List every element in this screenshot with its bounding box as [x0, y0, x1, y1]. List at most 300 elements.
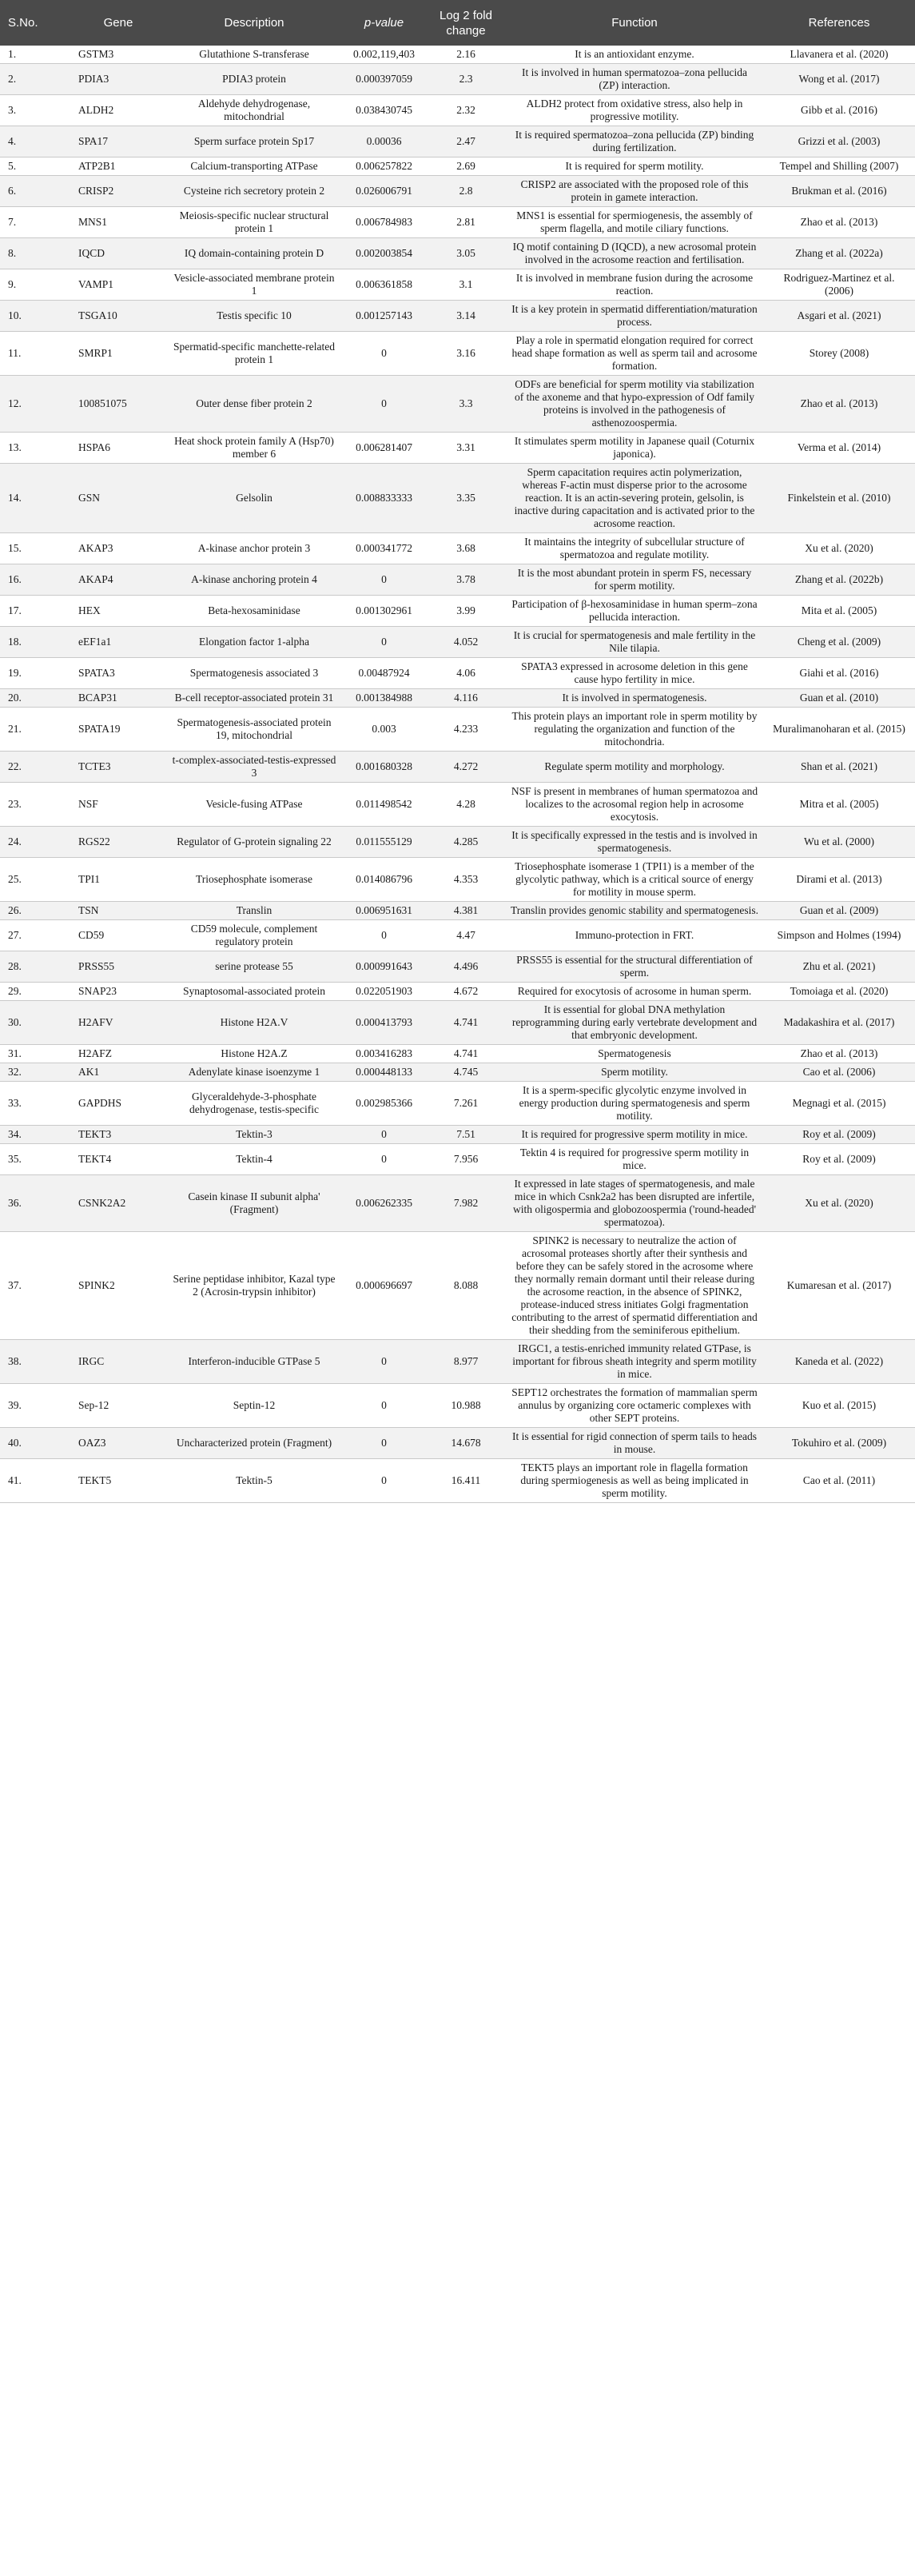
description-cell: A-kinase anchoring protein 4	[166, 564, 342, 596]
gene-cell: PRSS55	[70, 951, 166, 983]
pvalue-cell: 0.00036	[342, 126, 426, 158]
sno-cell: 23.	[0, 783, 70, 827]
header-references: References	[763, 0, 915, 46]
function-cell: MNS1 is essential for spermiogenesis, the assembly of sperm flagella, and motile ciliary functions.	[506, 207, 763, 238]
table-row	[0, 752, 915, 783]
table-row	[0, 1232, 915, 1340]
gene-cell: AKAP3	[70, 533, 166, 564]
sno-cell: 18.	[0, 627, 70, 658]
table-row	[0, 983, 915, 1001]
fold-change-cell: 3.05	[426, 238, 506, 269]
gene-cell: IRGC	[70, 1340, 166, 1384]
function-cell: Tektin 4 is required for progressive sperm motility in mice.	[506, 1144, 763, 1175]
sno-cell: 31.	[0, 1045, 70, 1063]
gene-cell: CD59	[70, 920, 166, 951]
sno-cell: 26.	[0, 902, 70, 920]
description-cell: serine protease 55	[166, 951, 342, 983]
table-row	[0, 1045, 915, 1063]
gene-cell: AK1	[70, 1063, 166, 1082]
table-row	[0, 1428, 915, 1459]
reference-cell: Xu et al. (2020)	[763, 533, 915, 564]
table-row	[0, 1340, 915, 1384]
description-cell: CD59 molecule, complement regulatory protein	[166, 920, 342, 951]
function-cell: It stimulates sperm motility in Japanese quail (Coturnix japonica).	[506, 433, 763, 464]
gene-cell: TEKT3	[70, 1126, 166, 1144]
description-cell: Sperm surface protein Sp17	[166, 126, 342, 158]
fold-change-cell: 4.233	[426, 708, 506, 752]
reference-cell: Tokuhiro et al. (2009)	[763, 1428, 915, 1459]
function-cell: ALDH2 protect from oxidative stress, also help in progressive motility.	[506, 95, 763, 126]
pvalue-cell: 0.026006791	[342, 176, 426, 207]
reference-cell: Mita et al. (2005)	[763, 596, 915, 627]
reference-cell: Megnagi et al. (2015)	[763, 1082, 915, 1126]
reference-cell: Mitra et al. (2005)	[763, 783, 915, 827]
table-row	[0, 464, 915, 533]
reference-cell: Guan et al. (2010)	[763, 689, 915, 708]
gene-cell: RGS22	[70, 827, 166, 858]
gene-cell: H2AFV	[70, 1001, 166, 1045]
function-cell: NSF is present in membranes of human spermatozoa and localizes to the acrosomal region help in acrosome exocytosis.	[506, 783, 763, 827]
pvalue-cell: 0.006257822	[342, 158, 426, 176]
fold-change-cell: 4.745	[426, 1063, 506, 1082]
function-cell: Regulate sperm motility and morphology.	[506, 752, 763, 783]
reference-cell: Muralimanoharan et al. (2015)	[763, 708, 915, 752]
reference-cell: Xu et al. (2020)	[763, 1175, 915, 1232]
function-cell: SEPT12 orchestrates the formation of mammalian sperm annulus by organizing core octameric complexes with other SEPT proteins.	[506, 1384, 763, 1428]
fold-change-cell: 2.3	[426, 64, 506, 95]
description-cell: PDIA3 protein	[166, 64, 342, 95]
function-cell: SPATA3 expressed in acrosome deletion in this gene cause hypo fertility in mice.	[506, 658, 763, 689]
gene-cell: GSN	[70, 464, 166, 533]
table-row	[0, 858, 915, 902]
gene-cell: GSTM3	[70, 46, 166, 64]
table-row	[0, 301, 915, 332]
pvalue-cell: 0.022051903	[342, 983, 426, 1001]
fold-change-cell: 3.78	[426, 564, 506, 596]
function-cell: It is a sperm-specific glycolytic enzyme involved in energy production during spermatogenesis and sperm motility.	[506, 1082, 763, 1126]
function-cell: It is required for progressive sperm motility in mice.	[506, 1126, 763, 1144]
function-cell: SPINK2 is necessary to neutralize the action of acrosomal proteases shortly after their synthesis and before they can be safely stored in the acrosome where they normally remain dormant until their release during the acrosome reaction, in the absence of SPINK2, protease-induced stress initiates Golgi fragmentation contributing to the arrest of spermatid differentiation and their shedding from the seminiferous epithelium.	[506, 1232, 763, 1340]
gene-cell: PDIA3	[70, 64, 166, 95]
sno-cell: 8.	[0, 238, 70, 269]
gene-cell: CSNK2A2	[70, 1175, 166, 1232]
reference-cell: Zhu et al. (2021)	[763, 951, 915, 983]
function-cell: It is essential for rigid connection of sperm tails to heads in mouse.	[506, 1428, 763, 1459]
pvalue-cell: 0	[342, 1126, 426, 1144]
gene-cell: H2AFZ	[70, 1045, 166, 1063]
pvalue-cell: 0	[342, 564, 426, 596]
sno-cell: 16.	[0, 564, 70, 596]
gene-cell: HSPA6	[70, 433, 166, 464]
function-cell: It is an antioxidant enzyme.	[506, 46, 763, 64]
reference-cell: Zhang et al. (2022a)	[763, 238, 915, 269]
description-cell: Histone H2A.V	[166, 1001, 342, 1045]
sno-cell: 17.	[0, 596, 70, 627]
table-row	[0, 158, 915, 176]
gene-cell: SMRP1	[70, 332, 166, 376]
pvalue-cell: 0.000448133	[342, 1063, 426, 1082]
sno-cell: 27.	[0, 920, 70, 951]
gene-cell: SPATA19	[70, 708, 166, 752]
pvalue-cell: 0	[342, 1340, 426, 1384]
pvalue-cell: 0.001384988	[342, 689, 426, 708]
fold-change-cell: 2.32	[426, 95, 506, 126]
pvalue-cell: 0.000341772	[342, 533, 426, 564]
pvalue-cell: 0.006281407	[342, 433, 426, 464]
gene-cell: SPATA3	[70, 658, 166, 689]
reference-cell: Giahi et al. (2016)	[763, 658, 915, 689]
pvalue-cell: 0.001257143	[342, 301, 426, 332]
description-cell: Regulator of G-protein signaling 22	[166, 827, 342, 858]
reference-cell: Wong et al. (2017)	[763, 64, 915, 95]
table-row	[0, 902, 915, 920]
gene-cell: TSN	[70, 902, 166, 920]
header-pvalue: p-value	[342, 0, 426, 46]
reference-cell: Simpson and Holmes (1994)	[763, 920, 915, 951]
sno-cell: 38.	[0, 1340, 70, 1384]
pvalue-cell: 0	[342, 332, 426, 376]
description-cell: Triosephosphate isomerase	[166, 858, 342, 902]
reference-cell: Kuo et al. (2015)	[763, 1384, 915, 1428]
table-row	[0, 376, 915, 433]
pvalue-cell: 0.00487924	[342, 658, 426, 689]
sno-cell: 7.	[0, 207, 70, 238]
gene-cell: VAMP1	[70, 269, 166, 301]
reference-cell: Roy et al. (2009)	[763, 1144, 915, 1175]
pvalue-cell: 0.006262335	[342, 1175, 426, 1232]
pvalue-cell: 0	[342, 1144, 426, 1175]
function-cell: It is crucial for spermatogenesis and male fertility in the Nile tilapia.	[506, 627, 763, 658]
pvalue-cell: 0.011555129	[342, 827, 426, 858]
function-cell: Triosephosphate isomerase 1 (TPI1) is a member of the glycolytic pathway, which is a critical source of energy for motility in mouse sperm.	[506, 858, 763, 902]
sno-cell: 24.	[0, 827, 70, 858]
description-cell: B-cell receptor-associated protein 31	[166, 689, 342, 708]
table-row	[0, 658, 915, 689]
table-row	[0, 1001, 915, 1045]
function-cell: Immuno-protection in FRT.	[506, 920, 763, 951]
function-cell: IQ motif containing D (IQCD), a new acrosomal protein involved in the acrosome reaction and fertilisation.	[506, 238, 763, 269]
sno-cell: 22.	[0, 752, 70, 783]
reference-cell: Rodriguez-Martinez et al. (2006)	[763, 269, 915, 301]
function-cell: It is required spermatozoa–zona pellucida (ZP) binding during fertilization.	[506, 126, 763, 158]
sno-cell: 34.	[0, 1126, 70, 1144]
fold-change-cell: 4.28	[426, 783, 506, 827]
table-row	[0, 238, 915, 269]
sno-cell: 3.	[0, 95, 70, 126]
pvalue-cell: 0	[342, 1459, 426, 1503]
pvalue-cell: 0.001680328	[342, 752, 426, 783]
gene-cell: IQCD	[70, 238, 166, 269]
sno-cell: 32.	[0, 1063, 70, 1082]
gene-cell: SNAP23	[70, 983, 166, 1001]
reference-cell: Tempel and Shilling (2007)	[763, 158, 915, 176]
header-description: Description	[166, 0, 342, 46]
gene-cell: GAPDHS	[70, 1082, 166, 1126]
sno-cell: 20.	[0, 689, 70, 708]
pvalue-cell: 0	[342, 376, 426, 433]
table-row	[0, 95, 915, 126]
fold-change-cell: 4.285	[426, 827, 506, 858]
gene-cell: MNS1	[70, 207, 166, 238]
fold-change-cell: 4.272	[426, 752, 506, 783]
fold-change-cell: 4.672	[426, 983, 506, 1001]
reference-cell: Finkelstein et al. (2010)	[763, 464, 915, 533]
function-cell: ODFs are beneficial for sperm motility via stabilization of the axoneme and that hypo-expression of Odf family proteins is involved in the pathogenesis of asthenozoospermia.	[506, 376, 763, 433]
gene-cell: 100851075	[70, 376, 166, 433]
table-row	[0, 1384, 915, 1428]
reference-cell: Grizzi et al. (2003)	[763, 126, 915, 158]
reference-cell: Dirami et al. (2013)	[763, 858, 915, 902]
sno-cell: 9.	[0, 269, 70, 301]
description-cell: Calcium-transporting ATPase	[166, 158, 342, 176]
gene-cell: TEKT4	[70, 1144, 166, 1175]
function-cell: It is a key protein in spermatid differentiation/maturation process.	[506, 301, 763, 332]
function-cell: It maintains the integrity of subcellular structure of spermatozoa and regulate motility.	[506, 533, 763, 564]
fold-change-cell: 4.353	[426, 858, 506, 902]
function-cell: IRGC1, a testis-enriched immunity related GTPase, is important for fibrous sheath integrity and sperm motility in mice.	[506, 1340, 763, 1384]
pvalue-cell: 0	[342, 1428, 426, 1459]
table-row	[0, 207, 915, 238]
gene-cell: HEX	[70, 596, 166, 627]
pvalue-cell: 0.014086796	[342, 858, 426, 902]
gene-cell: TCTE3	[70, 752, 166, 783]
fold-change-cell: 3.68	[426, 533, 506, 564]
gene-cell: SPA17	[70, 126, 166, 158]
fold-change-cell: 4.052	[426, 627, 506, 658]
description-cell: Histone H2A.Z	[166, 1045, 342, 1063]
reference-cell: Asgari et al. (2021)	[763, 301, 915, 332]
reference-cell: Wu et al. (2000)	[763, 827, 915, 858]
pvalue-cell: 0.008833333	[342, 464, 426, 533]
fold-change-cell: 3.3	[426, 376, 506, 433]
table-row	[0, 596, 915, 627]
description-cell: Interferon-inducible GTPase 5	[166, 1340, 342, 1384]
sno-cell: 13.	[0, 433, 70, 464]
table-row	[0, 1126, 915, 1144]
fold-change-cell: 3.35	[426, 464, 506, 533]
pvalue-cell: 0.011498542	[342, 783, 426, 827]
function-cell: It is specifically expressed in the testis and is involved in spermatogenesis.	[506, 827, 763, 858]
table-row	[0, 1063, 915, 1082]
reference-cell: Cheng et al. (2009)	[763, 627, 915, 658]
reference-cell: Shan et al. (2021)	[763, 752, 915, 783]
sno-cell: 37.	[0, 1232, 70, 1340]
function-cell: Participation of β-hexosaminidase in human sperm–zona pellucida interaction.	[506, 596, 763, 627]
function-cell: PRSS55 is essential for the structural differentiation of sperm.	[506, 951, 763, 983]
gene-cell: NSF	[70, 783, 166, 827]
description-cell: IQ domain-containing protein D	[166, 238, 342, 269]
sno-cell: 41.	[0, 1459, 70, 1503]
gene-cell: TEKT5	[70, 1459, 166, 1503]
table-row	[0, 951, 915, 983]
fold-change-cell: 4.496	[426, 951, 506, 983]
gene-cell: eEF1a1	[70, 627, 166, 658]
table-row	[0, 627, 915, 658]
sno-cell: 35.	[0, 1144, 70, 1175]
table-row	[0, 783, 915, 827]
function-cell: CRISP2 are associated with the proposed role of this protein in gamete interaction.	[506, 176, 763, 207]
fold-change-cell: 2.81	[426, 207, 506, 238]
reference-cell: Guan et al. (2009)	[763, 902, 915, 920]
table-row	[0, 920, 915, 951]
sno-cell: 33.	[0, 1082, 70, 1126]
fold-change-cell: 4.47	[426, 920, 506, 951]
fold-change-cell: 4.06	[426, 658, 506, 689]
description-cell: Gelsolin	[166, 464, 342, 533]
description-cell: Glutathione S-transferase	[166, 46, 342, 64]
function-cell: It is involved in human spermatozoa–zona pellucida (ZP) interaction.	[506, 64, 763, 95]
pvalue-cell: 0.002985366	[342, 1082, 426, 1126]
description-cell: Meiosis-specific nuclear structural protein 1	[166, 207, 342, 238]
description-cell: Spermatogenesis associated 3	[166, 658, 342, 689]
pvalue-cell: 0.002003854	[342, 238, 426, 269]
table-row	[0, 564, 915, 596]
description-cell: Aldehyde dehydrogenase, mitochondrial	[166, 95, 342, 126]
gene-cell: BCAP31	[70, 689, 166, 708]
table-row	[0, 1082, 915, 1126]
sno-cell: 40.	[0, 1428, 70, 1459]
table-row	[0, 126, 915, 158]
function-cell: Translin provides genomic stability and spermatogenesis.	[506, 902, 763, 920]
description-cell: Glyceraldehyde-3-phosphate dehydrogenase, testis-specific	[166, 1082, 342, 1126]
pvalue-cell: 0.000413793	[342, 1001, 426, 1045]
sno-cell: 19.	[0, 658, 70, 689]
reference-cell: Cao et al. (2006)	[763, 1063, 915, 1082]
sno-cell: 10.	[0, 301, 70, 332]
fold-change-cell: 4.116	[426, 689, 506, 708]
gene-cell: Sep-12	[70, 1384, 166, 1428]
reference-cell: Madakashira et al. (2017)	[763, 1001, 915, 1045]
description-cell: t-complex-associated-testis-expressed 3	[166, 752, 342, 783]
fold-change-cell: 3.16	[426, 332, 506, 376]
description-cell: Tektin-4	[166, 1144, 342, 1175]
fold-change-cell: 10.988	[426, 1384, 506, 1428]
table-row	[0, 64, 915, 95]
fold-change-cell: 4.741	[426, 1001, 506, 1045]
fold-change-cell: 7.261	[426, 1082, 506, 1126]
table-row	[0, 533, 915, 564]
pvalue-cell: 0.000696697	[342, 1232, 426, 1340]
pvalue-cell: 0.003416283	[342, 1045, 426, 1063]
function-cell: It is required for sperm motility.	[506, 158, 763, 176]
table-header	[0, 0, 915, 46]
table-row	[0, 269, 915, 301]
sno-cell: 25.	[0, 858, 70, 902]
reference-cell: Brukman et al. (2016)	[763, 176, 915, 207]
function-cell: This protein plays an important role in sperm motility by regulating the organization and function of the mitochondria.	[506, 708, 763, 752]
pvalue-cell: 0.000991643	[342, 951, 426, 983]
pvalue-cell: 0.006784983	[342, 207, 426, 238]
pvalue-cell: 0.038430745	[342, 95, 426, 126]
reference-cell: Cao et al. (2011)	[763, 1459, 915, 1503]
description-cell: Cysteine rich secretory protein 2	[166, 176, 342, 207]
reference-cell: Storey (2008)	[763, 332, 915, 376]
fold-change-cell: 3.99	[426, 596, 506, 627]
table-row	[0, 1175, 915, 1232]
sno-cell: 29.	[0, 983, 70, 1001]
fold-change-cell: 4.741	[426, 1045, 506, 1063]
description-cell: Elongation factor 1-alpha	[166, 627, 342, 658]
sno-cell: 12.	[0, 376, 70, 433]
description-cell: Septin-12	[166, 1384, 342, 1428]
reference-cell: Zhang et al. (2022b)	[763, 564, 915, 596]
reference-cell: Zhao et al. (2013)	[763, 1045, 915, 1063]
gene-cell: CRISP2	[70, 176, 166, 207]
description-cell: Serine peptidase inhibitor, Kazal type 2 (Acrosin-trypsin inhibitor)	[166, 1232, 342, 1340]
fold-change-cell: 2.69	[426, 158, 506, 176]
sno-cell: 14.	[0, 464, 70, 533]
reference-cell: Verma et al. (2014)	[763, 433, 915, 464]
table-row	[0, 827, 915, 858]
function-cell: Required for exocytosis of acrosome in human sperm.	[506, 983, 763, 1001]
pvalue-cell: 0	[342, 627, 426, 658]
description-cell: Synaptosomal-associated protein	[166, 983, 342, 1001]
sno-cell: 1.	[0, 46, 70, 64]
reference-cell: Gibb et al. (2016)	[763, 95, 915, 126]
description-cell: Translin	[166, 902, 342, 920]
sno-cell: 15.	[0, 533, 70, 564]
reference-cell: Roy et al. (2009)	[763, 1126, 915, 1144]
header-sno: S.No.	[0, 0, 70, 46]
fold-change-cell: 3.31	[426, 433, 506, 464]
sno-cell: 30.	[0, 1001, 70, 1045]
fold-change-cell: 7.51	[426, 1126, 506, 1144]
description-cell: Casein kinase II subunit alpha' (Fragment)	[166, 1175, 342, 1232]
fold-change-cell: 2.16	[426, 46, 506, 64]
fold-change-cell: 8.088	[426, 1232, 506, 1340]
description-cell: A-kinase anchor protein 3	[166, 533, 342, 564]
sno-cell: 11.	[0, 332, 70, 376]
table-row	[0, 1144, 915, 1175]
gene-cell: AKAP4	[70, 564, 166, 596]
reference-cell: Zhao et al. (2013)	[763, 376, 915, 433]
sno-cell: 2.	[0, 64, 70, 95]
fold-change-cell: 3.14	[426, 301, 506, 332]
function-cell: Spermatogenesis	[506, 1045, 763, 1063]
sno-cell: 5.	[0, 158, 70, 176]
gene-cell: TPI1	[70, 858, 166, 902]
fold-change-cell: 7.956	[426, 1144, 506, 1175]
gene-cell: OAZ3	[70, 1428, 166, 1459]
function-cell: It is involved in membrane fusion during the acrosome reaction.	[506, 269, 763, 301]
table-row	[0, 689, 915, 708]
table-row	[0, 708, 915, 752]
fold-change-cell: 8.977	[426, 1340, 506, 1384]
sno-cell: 21.	[0, 708, 70, 752]
fold-change-cell: 3.1	[426, 269, 506, 301]
gene-cell: ATP2B1	[70, 158, 166, 176]
description-cell: Vesicle-fusing ATPase	[166, 783, 342, 827]
table-row	[0, 46, 915, 64]
description-cell: Spermatogenesis-associated protein 19, mitochondrial	[166, 708, 342, 752]
pvalue-cell: 0.000397059	[342, 64, 426, 95]
description-cell: Uncharacterized protein (Fragment)	[166, 1428, 342, 1459]
function-cell: Play a role in spermatid elongation required for correct head shape formation as well as sperm tail and acrosome formation.	[506, 332, 763, 376]
description-cell: Tektin-5	[166, 1459, 342, 1503]
fold-change-cell: 4.381	[426, 902, 506, 920]
description-cell: Heat shock protein family A (Hsp70) member 6	[166, 433, 342, 464]
gene-cell: ALDH2	[70, 95, 166, 126]
gene-cell: SPINK2	[70, 1232, 166, 1340]
pvalue-cell: 0	[342, 1384, 426, 1428]
fold-change-cell: 16.411	[426, 1459, 506, 1503]
table-row	[0, 1459, 915, 1503]
reference-cell: Kumaresan et al. (2017)	[763, 1232, 915, 1340]
table-row	[0, 433, 915, 464]
function-cell: It is involved in spermatogenesis.	[506, 689, 763, 708]
header-row	[0, 0, 915, 46]
description-cell: Adenylate kinase isoenzyme 1	[166, 1063, 342, 1082]
